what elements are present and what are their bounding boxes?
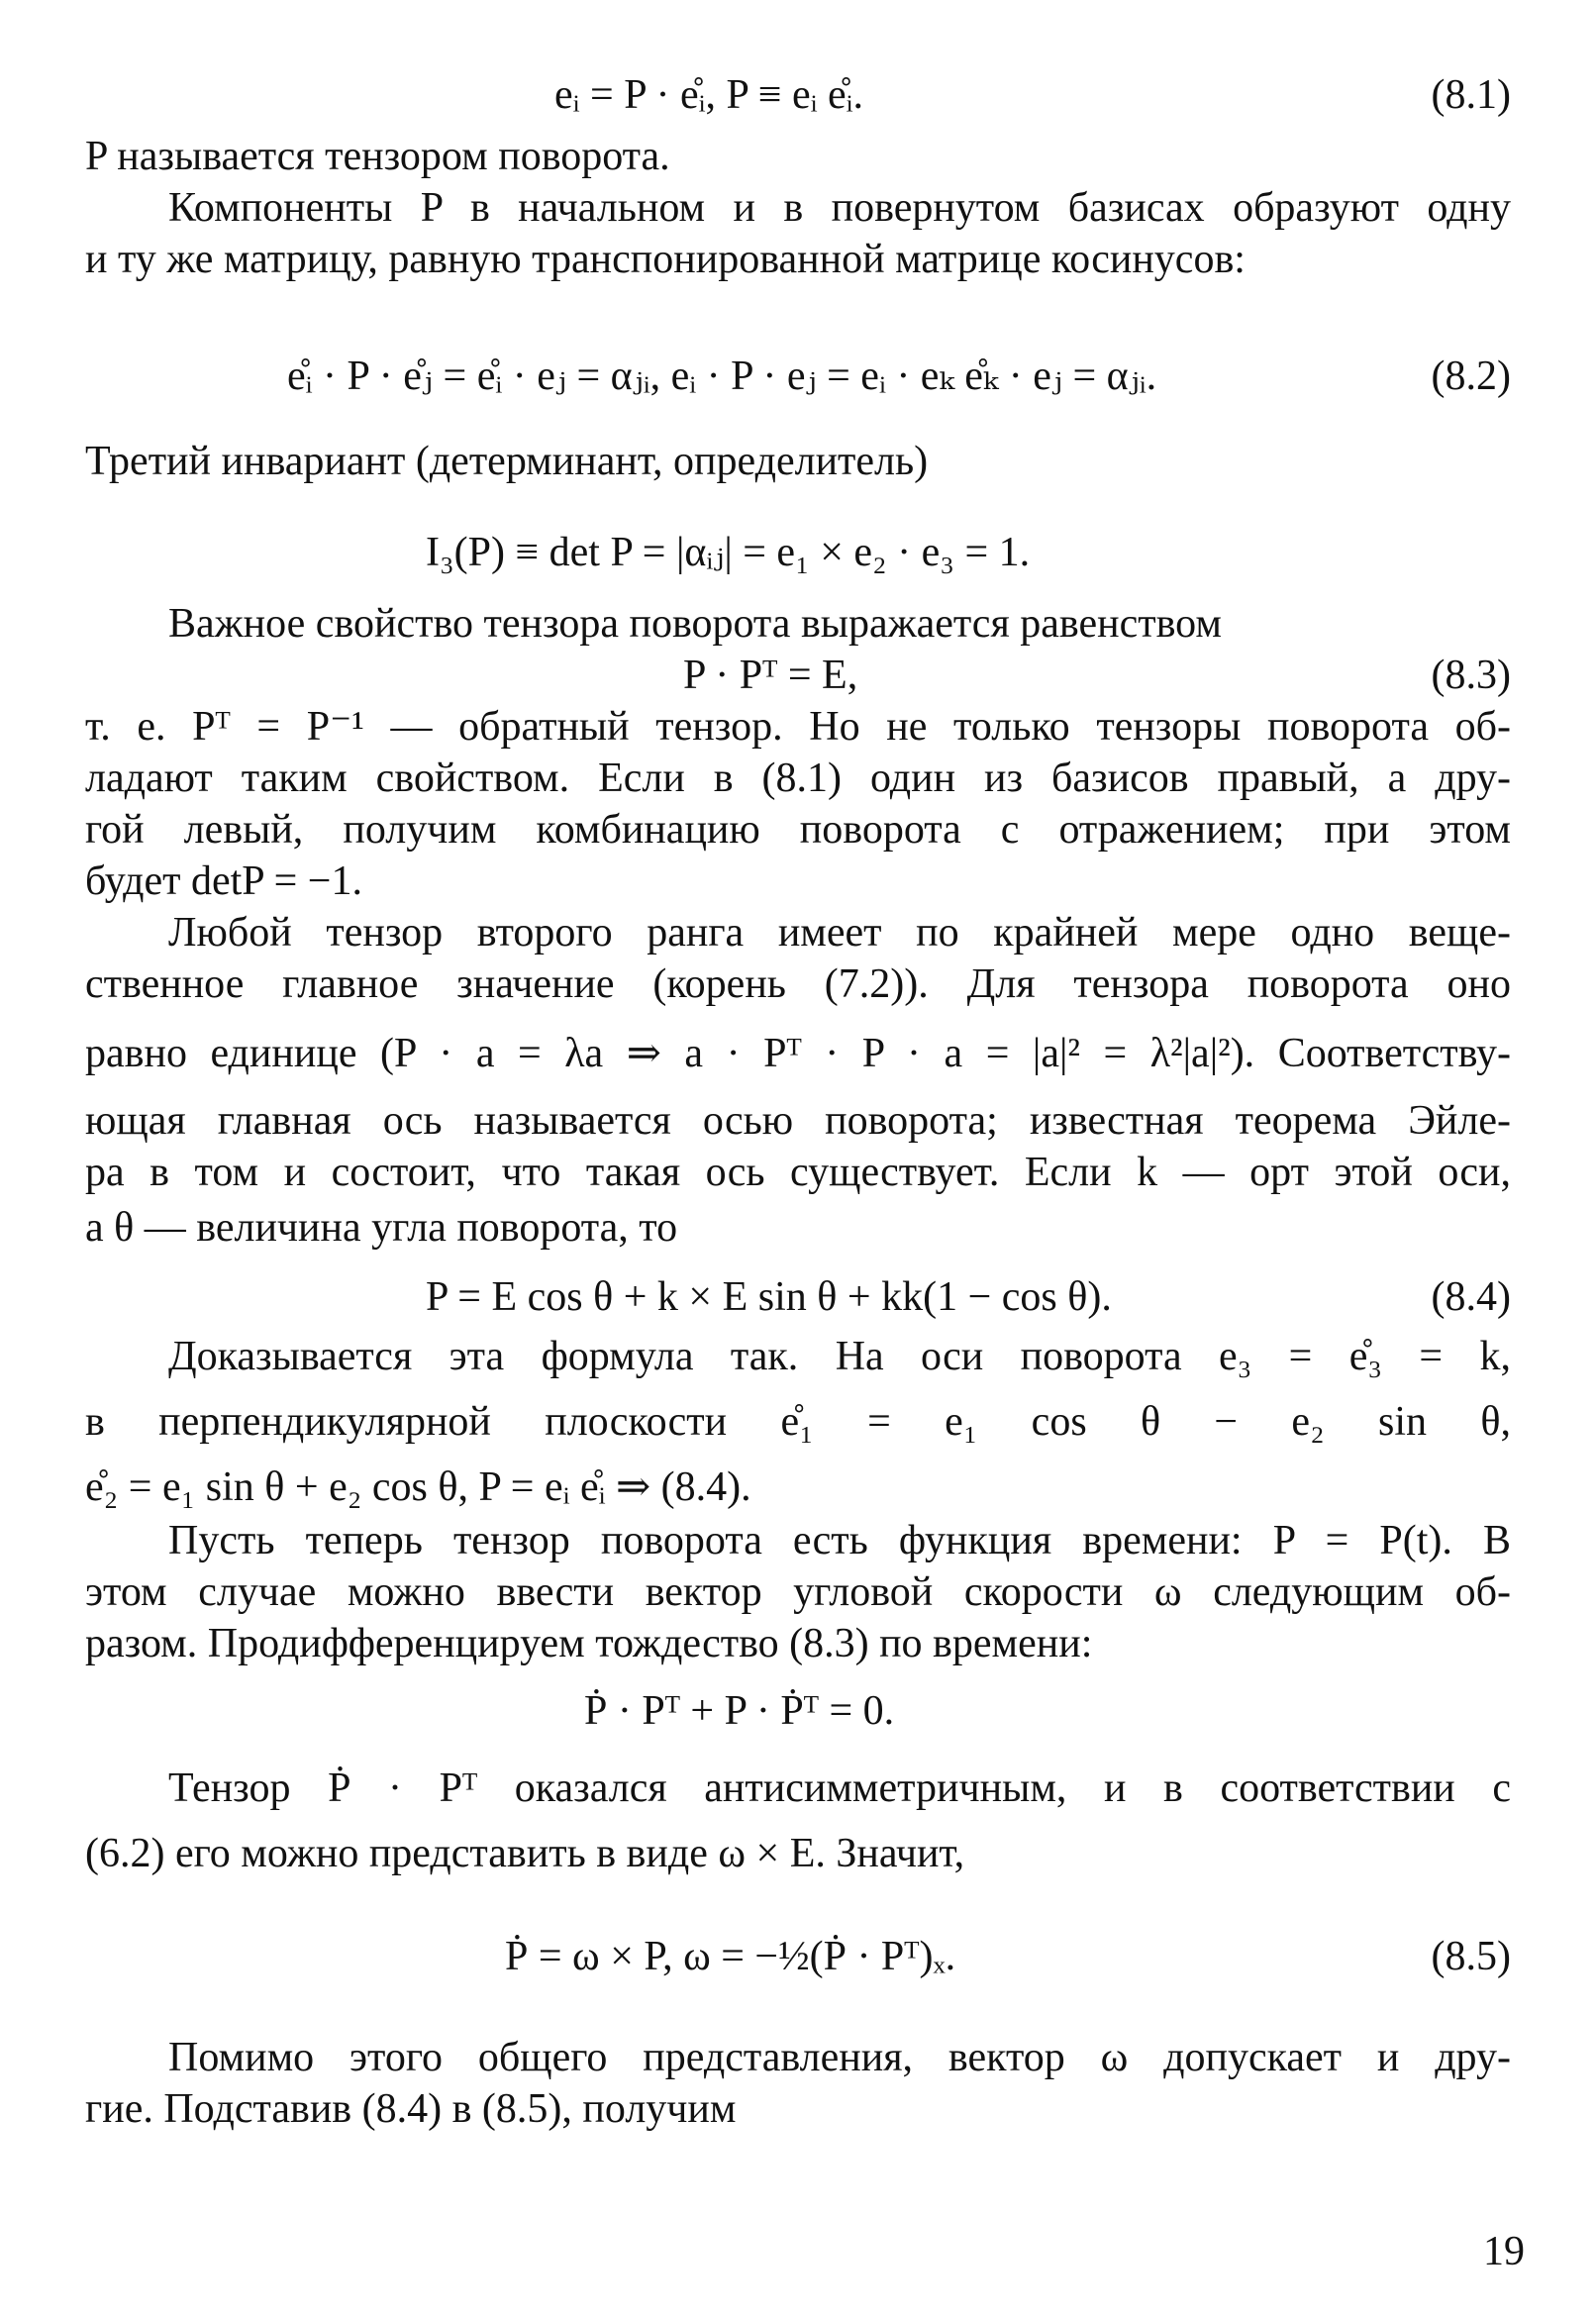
- text-line: Важное свойство тензора поворота выражается равенством: [168, 601, 1222, 647]
- equation-number-8-4: (8.4): [1431, 1274, 1511, 1320]
- text-line: в перпендикулярной плоскости e̊₁ = e₁ cos θ − e₂ sin θ,: [85, 1399, 1511, 1445]
- text-line: этом случае можно ввести вектор угловой скорости ω следующим об-: [85, 1569, 1511, 1615]
- equation-number-8-5: (8.5): [1431, 1934, 1511, 1979]
- text-line: равно единице (P · a = λa ⇒ a · Pᵀ · P · a = |a|² = λ²|a|²). Соответству-: [85, 1031, 1511, 1076]
- page-number: 19: [1483, 2229, 1525, 2274]
- text-line: P называется тензором поворота.: [85, 134, 670, 179]
- text-line: ладают таким свойством. Если в (8.1) один из базисов правый, а дру-: [85, 756, 1511, 801]
- text-line: а θ — величина угла поворота, то: [85, 1205, 678, 1251]
- equation-8-2: e̊ᵢ · P · e̊ⱼ = e̊ᵢ · eⱼ = αⱼᵢ, eᵢ · P · eⱼ = eᵢ · eₖ e̊ₖ · eⱼ = αⱼᵢ.: [287, 353, 1157, 399]
- text-line: (6.2) его можно представить в виде ω × E. Значит,: [85, 1831, 965, 1876]
- text-line: разом. Продифференцируем тождество (8.3) по времени:: [85, 1621, 1093, 1666]
- text-line: ра в том и состоит, что такая ось существует. Если k — орт этой оси,: [85, 1150, 1511, 1195]
- text-line: ственное главное значение (корень (7.2)). Для тензора поворота оно: [85, 961, 1511, 1007]
- equation-8-1: eᵢ = P · e̊ᵢ, P ≡ eᵢ e̊ᵢ.: [554, 72, 864, 118]
- text-line: Компоненты P в начальном и в повернутом базисах образуют одну: [168, 185, 1511, 231]
- equation-8-5: Ṗ = ω × P, ω = −½(Ṗ · Pᵀ)ₓ.: [505, 1934, 956, 1979]
- equation-8-3: P · Pᵀ = E,: [683, 653, 858, 698]
- text-line: гой левый, получим комбинацию поворота с отражением; при этом: [85, 807, 1511, 853]
- text-line: Третий инвариант (детерминант, определитель): [85, 439, 929, 484]
- text-line: Тензор Ṗ · Pᵀ оказался антисимметричным, и в соответствии с: [168, 1765, 1511, 1811]
- equation-number-8-2: (8.2): [1431, 353, 1511, 399]
- text-line: Помимо этого общего представления, вектор ω допускает и дру-: [168, 2035, 1511, 2080]
- text-line: Доказывается эта формула так. На оси поворота e₃ = e̊₃ = k,: [168, 1334, 1511, 1379]
- text-line: ющая главная ось называется осью поворота; известная теорема Эйле-: [85, 1098, 1511, 1144]
- text-line: Пусть теперь тензор поворота есть функция времени: P = P(t). В: [168, 1518, 1511, 1563]
- text-line: т. е. Pᵀ = P⁻¹ — обратный тензор. Но не только тензоры поворота об-: [85, 704, 1511, 750]
- equation-8-4: P = E cos θ + k × E sin θ + kk(1 − cos θ).: [426, 1274, 1112, 1320]
- equation-number-8-3: (8.3): [1431, 653, 1511, 698]
- equation-number-8-1: (8.1): [1431, 72, 1511, 118]
- text-line: e̊₂ = e₁ sin θ + e₂ cos θ, P = eᵢ e̊ᵢ ⇒ (8.4).: [85, 1464, 751, 1510]
- text-line: и ту же матрицу, равную транспонированной матрице косинусов:: [85, 237, 1246, 282]
- equation-i3: I₃(P) ≡ det P = |αᵢⱼ| = e₁ × e₂ · e₃ = 1.: [426, 530, 1031, 575]
- equation-derivative: Ṗ · Pᵀ + P · Ṗᵀ = 0.: [584, 1688, 895, 1734]
- text-line: гие. Подставив (8.4) в (8.5), получим: [85, 2086, 737, 2132]
- text-line: Любой тензор второго ранга имеет по крайней мере одно веще-: [168, 910, 1511, 956]
- text-line: будет detP = −1.: [85, 858, 362, 904]
